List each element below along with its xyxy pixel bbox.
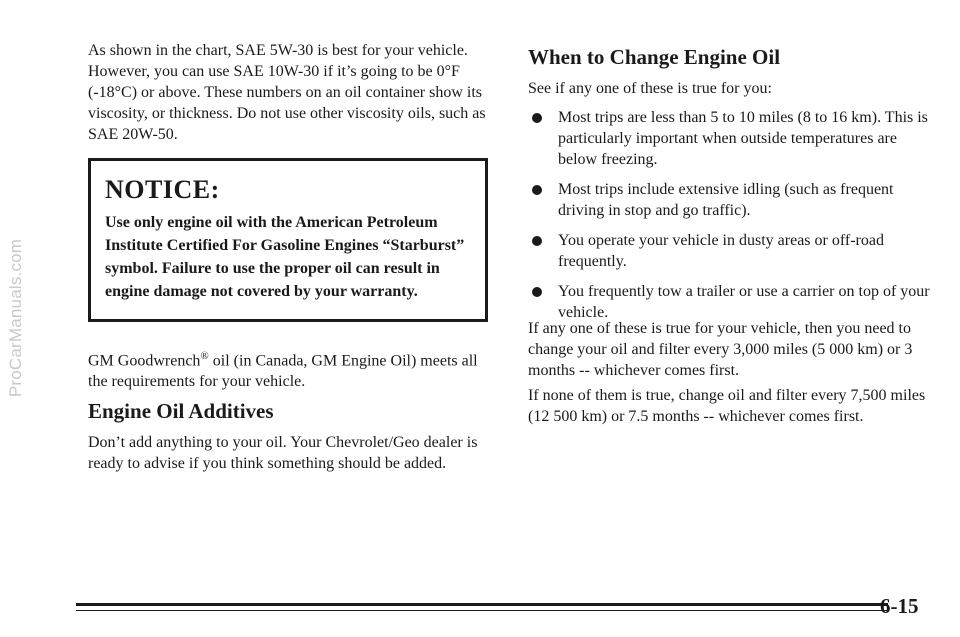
notice-title: NOTICE:: [105, 175, 220, 204]
list-item: [530, 230, 940, 272]
normal-change-paragraph: If none of them is true, change oil and filter every 7,500 miles (12 500 km) or 7.5 months -- whichever comes first.: [528, 387, 926, 425]
list-item-text: You operate your vehicle in dusty areas or off-road frequently.: [558, 232, 884, 270]
bullet-icon: [532, 236, 542, 246]
list-item-text: You frequently tow a trailer or use a carrier on top of your vehicle.: [558, 283, 930, 321]
registered-mark: ®: [200, 350, 209, 362]
additives-paragraph: Don’t add anything to your oil. Your Chevrolet/Geo dealer is ready to advise if you think something should be added.: [88, 434, 478, 472]
goodwrench-brand: GM Goodwrench: [88, 352, 201, 370]
bullet-icon: [532, 185, 542, 195]
watermark: [2, 0, 30, 637]
notice-text: Use only engine oil with the American Petroleum Institute Certified For Gasoline Engines “Starburst” symbol. Failure to use the proper oil can result in engine damage not covered by your warranty.: [105, 214, 465, 300]
goodwrench-rest: oil (in Canada, GM Engine Oil) meets all the requirements for your vehicle.: [88, 352, 478, 391]
list-item: [530, 179, 940, 221]
list-item: [530, 281, 940, 323]
change-oil-lead: See if any one of these is true for you:: [528, 80, 772, 97]
change-oil-heading: When to Change Engine Oil: [528, 45, 781, 69]
frequent-change-paragraph: If any one of these is true for your vehicle, then you need to change your oil and filter every 3,000 miles (5 000 km) or 3 months -- whichever comes first.: [528, 320, 913, 379]
footer-rule-thin: [76, 610, 888, 611]
list-item-text: Most trips include extensive idling (such as frequent driving in stop and go traffic).: [558, 181, 894, 219]
bullet-icon: [532, 113, 542, 123]
goodwrench-paragraph: [88, 346, 488, 392]
footer-rule-thick: [76, 603, 888, 606]
page-number: 6-15: [880, 594, 919, 618]
left-column: [88, 40, 498, 145]
list-item-text: Most trips are less than 5 to 10 miles (8 to 16 km). This is particularly important when outside temperatures are below freezing.: [558, 109, 928, 168]
bullet-icon: [532, 287, 542, 297]
notice-box: [88, 158, 488, 322]
watermark-text: ProCarManuals.com: [6, 238, 25, 398]
conditions-list: [530, 107, 940, 323]
viscosity-paragraph: As shown in the chart, SAE 5W-30 is best for your vehicle. However, you can use SAE 10W-30 if it’s going to be 0°F (-18°C) or above. These numbers on an oil container show its viscosity, or thickness. Do not use other viscosity oils, such as SAE 20W-50.: [88, 42, 486, 143]
additives-heading: Engine Oil Additives: [88, 399, 274, 423]
list-item: [530, 107, 940, 170]
